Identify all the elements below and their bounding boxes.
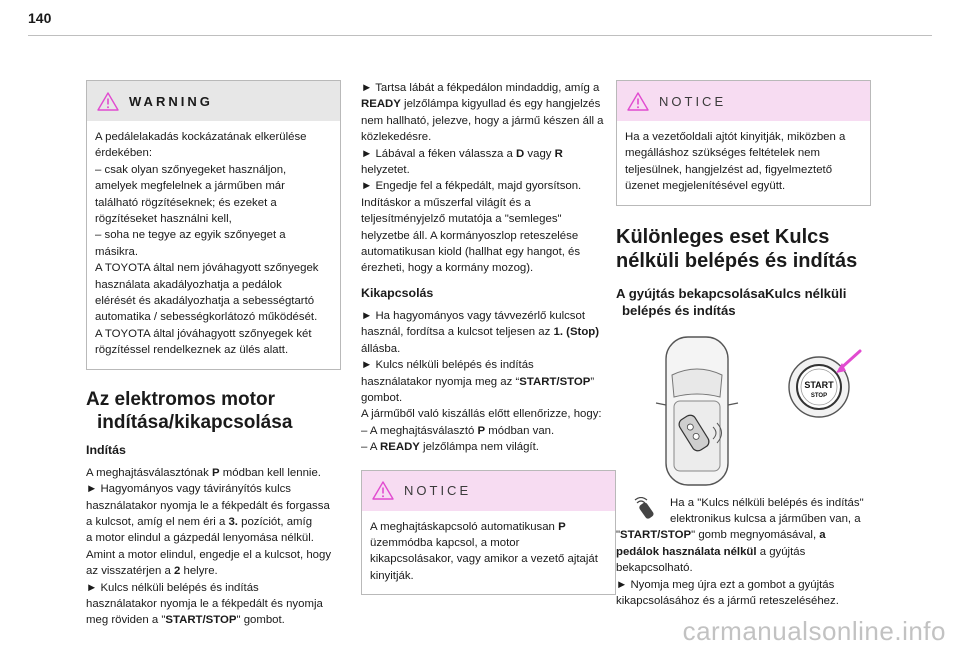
text-line: ► Tartsa lábát a fékpedálon mindaddig, amíg a [361, 82, 600, 94]
text-line: automatikusan kiold (hallhat egy hangot, és [361, 246, 581, 259]
notice-triangle-icon [372, 481, 394, 500]
car-with-key-illustration [616, 335, 871, 487]
text-line: READY jelzőlámpa kigyullad és egy hangjelzés [361, 98, 601, 111]
text-line: másikra. [95, 245, 139, 258]
column-middle [361, 80, 616, 595]
notice-label: NOTICE [404, 483, 472, 499]
notice-header [617, 81, 870, 121]
text-line: ► Kulcs nélküli belépés és indítás [361, 359, 534, 372]
warning-box [86, 80, 341, 370]
text-line: használatakor nyomja le a fékpedált és forgassa [86, 499, 330, 512]
stop-label: STOP [810, 392, 828, 399]
notice-box [361, 470, 616, 596]
top-divider [28, 35, 932, 36]
text-line: közlekedésre. [361, 131, 432, 144]
text-line: amelyek megfelelnek a járműben már [95, 180, 285, 193]
text-line: gombot. [361, 391, 403, 404]
text-line: használatakor nyomja le a fékpedált és nyomja [86, 597, 323, 610]
text-line: – csak olyan szőnyegeket használjon, [95, 163, 287, 176]
notice-header [362, 471, 615, 511]
text-line: rögzítéssel rendelkeznek az ülés alatt. [95, 344, 289, 357]
subheading-start: Indítás [86, 442, 126, 457]
text-line: elérését és akadályozhatja a sebességtartó [95, 295, 315, 308]
text-line: Indításkor a műszerfal világít és a [361, 196, 531, 209]
text-line: ► Kulcs nélküli belépés és indítás [86, 581, 259, 594]
keyless-start-figure [616, 335, 871, 487]
text-line: kinyitják. [370, 569, 414, 582]
notice-triangle-icon [627, 92, 649, 111]
text-line: ► Lábával a féken válassza a D vagy R [361, 147, 563, 160]
text-line: kikapcsolásához és a jármű reteszeléséhez. [616, 595, 839, 608]
text-line: a kulcsot, amíg el nem éri a 3. pozíciót, amíg [86, 515, 313, 528]
text-line: A TOYOTA által jóváhagyott szőnyegek két [95, 327, 312, 340]
text-line: A meghajtáskapcsoló automatikusan P [370, 520, 566, 533]
text-line: A meghajtásválasztónak P módban kell lennie. [86, 466, 321, 479]
text-line: teljesülnek, hangjelzést ad, figyelmeztető [625, 163, 833, 176]
notice-body [362, 511, 615, 595]
subheading-ignition: A gyújtás bekapcsolásaKulcs nélküli [616, 285, 847, 301]
text-line: helyzetet. [361, 164, 410, 177]
warning-header [87, 81, 340, 121]
text-line: használata akadályozhatja a pedálok [95, 278, 282, 291]
text-line: található rögzítéseknek; és ezeket a [95, 196, 277, 209]
text-line: Ha a vezetőoldali ajtót kinyitják, miközben a [625, 131, 846, 143]
text-line: az visszatérjen a 2 helyre. [86, 565, 218, 578]
text-line: ► Engedje fel a fékpedált, majd gyorsítson. [361, 180, 582, 193]
text-line: A járműből való kiszállás előtt ellenőrizze, hogy: [361, 408, 602, 421]
text-line: automatika / sebességkorlátozó működését. [95, 311, 318, 324]
text-line: teljesítményjelző mutatója a "semleges" [361, 213, 562, 226]
text-line: – A READY jelzőlámpa nem világít. [361, 441, 539, 454]
text-line: – A meghajtásválasztó P módban van. [361, 424, 555, 437]
warning-triangle-icon [97, 92, 119, 111]
text-line: bekapcsolható. [616, 562, 693, 575]
keyless-paragraph [616, 495, 871, 610]
text-line: kikapcsolásakor, vagy amikor a vezető ajtaját [370, 553, 598, 566]
text-line: üzemmódba kapcsol, a motor [370, 536, 520, 549]
column-right [616, 80, 871, 609]
text-line: a motor elindul a gázpedál lenyomása nélkül. [86, 532, 314, 545]
start-label: START [804, 379, 834, 390]
text-line: A TOYOTA által nem jóváhagyott szőnyegek [95, 262, 319, 275]
column-left [86, 80, 341, 629]
text-line: ► Hagyományos vagy távirányítós kulcs [86, 483, 291, 496]
section-heading: Az elektromos motor [86, 388, 275, 410]
text-line: Amint a motor elindul, engedje el a kulcsot, hogy [86, 548, 332, 561]
text-line: használatakor nyomja meg az “START/STOP” [361, 375, 595, 388]
text-line: rögzítéseket használni kell, [95, 213, 232, 226]
keyless-key-icon [633, 497, 659, 523]
text-line: pedálok használata nélkül a gyújtás [616, 545, 806, 558]
watermark: carmanualsonline.info [682, 616, 946, 646]
warning-label: WARNING [129, 93, 213, 109]
text-line: nem hallható, jelezve, hogy a jármű készen áll a [361, 114, 604, 127]
text-line: üzenet megjelenítésével együtt. [625, 180, 786, 193]
notice-label: NOTICE [659, 93, 727, 109]
text-line: állásba. [361, 342, 401, 355]
subheading-ignition: belépés és indítás [622, 302, 736, 318]
text-line: érezheti, hogy a kormány mozog). [361, 262, 534, 275]
text-line: A pedálelakadás kockázatának elkerülése [95, 131, 307, 143]
warning-body [87, 121, 340, 369]
text-line: elektronikus kulcsa a járműben van, a [670, 513, 861, 526]
text-line: ► Ha hagyományos vagy távvezérlő kulcsot [361, 309, 586, 322]
text-line: érdekében: [95, 147, 152, 160]
page-number: 140 [28, 10, 52, 26]
text-line: helyzetbe áll. A kormányoszlop reteszelése [361, 229, 579, 242]
text-line: használ, fordítsa a kulcsot teljesen az 1. (Stop) [361, 326, 600, 339]
notice-box [616, 80, 871, 206]
text-line: ► Nyomja meg újra ezt a gombot a gyújtás [616, 578, 835, 591]
section-heading: indítása/kikapcsolása [97, 411, 293, 433]
text-line: meg röviden a "START/STOP" gombot. [86, 614, 285, 627]
section-heading: Különleges eset Kulcs [616, 225, 830, 248]
text-line: megálláshoz szükséges feltételek nem [625, 147, 821, 160]
subheading-stop: Kikapcsolás [361, 285, 434, 300]
text-line: Ha a "Kulcs nélküli belépés és indítás" [670, 496, 864, 509]
text-line: "START/STOP" gomb megnyomásával, a [616, 529, 826, 542]
notice-body [617, 121, 870, 205]
section-heading: nélküli belépés és indítás [616, 249, 858, 272]
text-line: – soha ne tegye az egyik szőnyeget a [95, 229, 286, 242]
